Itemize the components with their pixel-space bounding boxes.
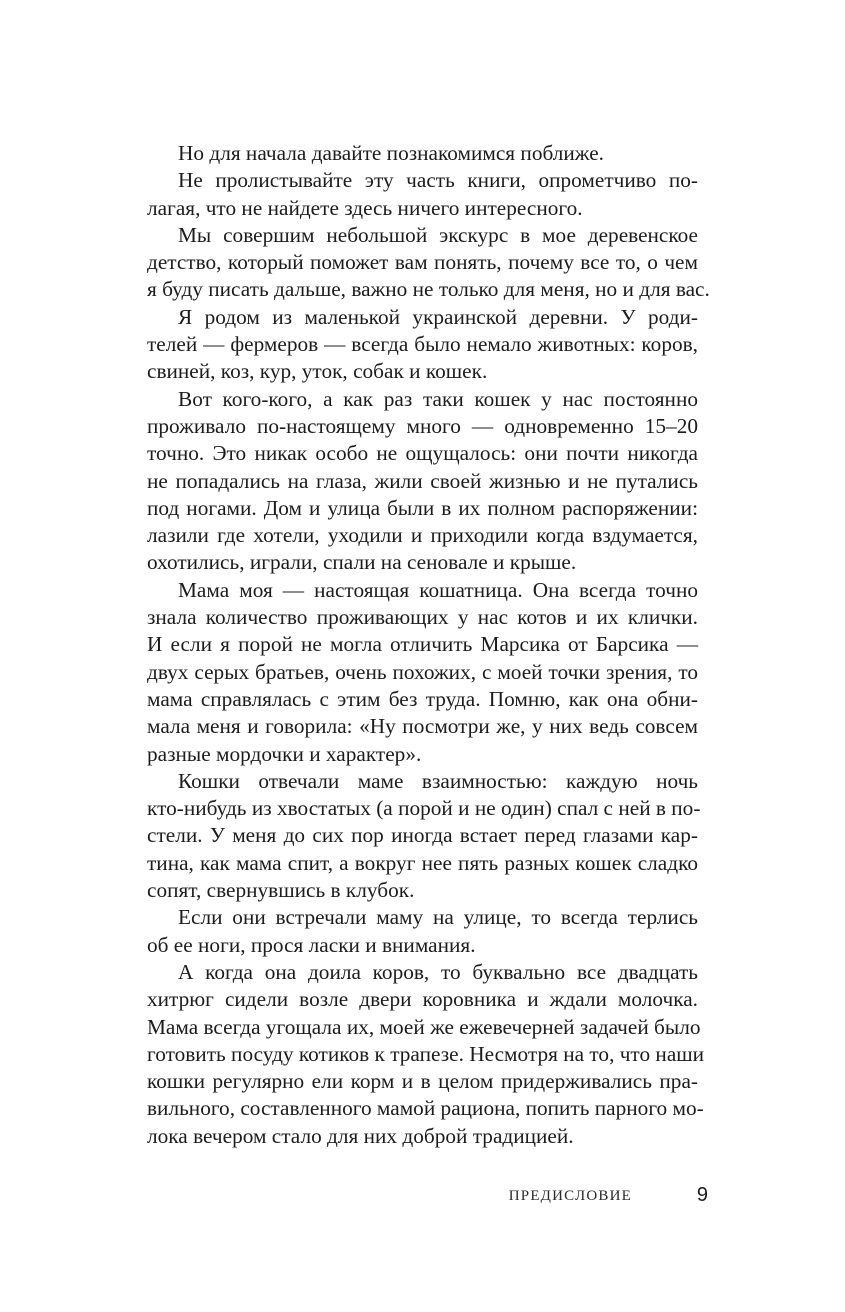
text-line: об ее ноги, прося ласки и внимания. [147,932,476,957]
text-line: мала меня и говорила: «Ну посмотри же, у них ведь совсем [147,714,698,739]
text-line: разные мордочки и характер». [147,741,422,766]
text-line: мама справлялась с этим без труда. Помню, как она обни- [147,686,698,711]
text-line: стели. У меня до сих пор иногда встает перед глазами кар- [147,823,698,848]
page-number: 9 [696,1184,708,1206]
text-line: кошки регулярно ели корм и в целом придерживались пра- [147,1069,698,1094]
text-line: Но для начала давайте познакомимся поближе. [178,141,605,165]
paragraph [147,304,698,386]
text-line: лока вечером стало для них доброй традицией. [147,1123,574,1148]
running-head: ПРЕДИСЛОВИЕ [508,1188,632,1204]
text-line: хитрюг сидели возле двери коровника и ждали молочка. [147,987,698,1012]
paragraph [147,577,698,768]
text-line: вильного, составленного мамой рациона, попить парного мо- [147,1096,704,1121]
text-line: Мама всегда угощала их, моей же ежевечерней задачей было [147,1014,701,1039]
text-line: И если я порой не могла отличить Марсика от Барсика — [147,632,698,657]
text-line: Если они встречали маму на улице, то всегда терлись [178,905,698,930]
text-line: двух серых братьев, очень похожих, с моей точки зрения, то [147,659,698,684]
text-line: Вот кого-кого, а как раз таки кошек у нас постоянно [178,386,698,411]
text-line: проживало по-настоящему много — одновременно 15–20 [147,413,698,438]
text-line: лазили где хотели, уходили и приходили когда вздумается, [147,523,698,548]
text-line: А когда она доила коров, то буквально все двадцать [178,959,698,984]
paragraph [147,768,701,904]
text-line: Кошки отвечали маме взаимностью: каждую ночь [178,768,698,793]
text-line: охотились, играли, спали на сеновале и крыше. [147,550,577,575]
text-line: готовить посуду котиков к трапезе. Несмотря на то, что наши [147,1041,705,1066]
paragraph [147,140,698,167]
text-line: телей — фермеров — всегда было немало животных: коров, [147,332,698,357]
text-line: сопят, свернувшись в клубок. [147,878,415,903]
text-line: Мы совершим небольшой экскурс в мое деревенское [178,222,698,247]
page-footer [147,1184,708,1214]
text-line: точно. Это никак особо не ощущалось: они почти никогда [147,441,698,466]
text-line: тина, как мама спит, а вокруг нее пять разных кошек сладко [147,850,698,875]
text-line: не попадались на глаза, жили своей жизнью и не путались [147,468,698,493]
text-line: Я родом из маленькой украинской деревни. У роди- [178,304,698,329]
text-line: Не пролистывайте эту часть книги, опрометчиво по- [178,168,698,193]
body-text [147,140,710,1150]
text-line: кто-нибудь из хвостатых (а порой и не один) спал с ней в по- [147,796,701,821]
text-line: детство, который поможет вам понять, почему все то, о чем [147,250,698,275]
paragraph [147,959,705,1150]
text-line: свиней, коз, кур, уток, собак и кошек. [147,359,488,384]
paragraph [147,904,698,959]
text-line: под ногами. Дом и улица были в их полном распоряжении: [147,495,698,520]
text-line: знала количество проживающих у нас котов и их клички. [147,605,698,630]
paragraph [147,222,710,304]
text-line: я буду писать дальше, важно не только для меня, но и для вас. [147,277,710,302]
text-line: лагая, что не найдете здесь ничего интересного. [147,195,583,220]
paragraph [147,386,698,577]
paragraph [147,167,698,222]
text-line: Мама моя — настоящая кошатница. Она всегда точно [178,577,698,602]
